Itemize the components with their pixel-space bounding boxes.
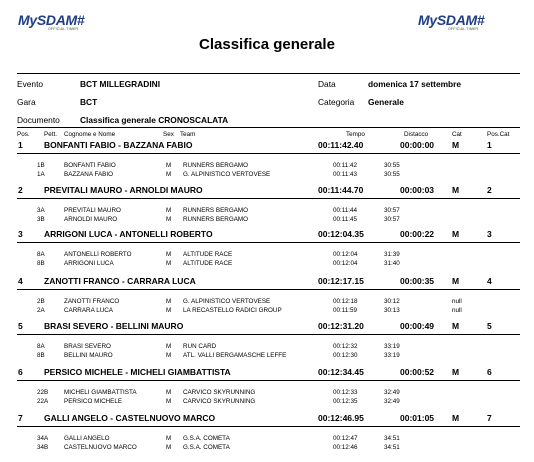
athlete-pett: 8A [37, 343, 45, 350]
athlete-row [0, 171, 534, 180]
header-rule-bottom [17, 127, 520, 128]
athlete-team: G.S.A. COMETA [183, 435, 230, 442]
athlete-team: G.S.A. COMETA [183, 444, 230, 451]
athlete-pett: 8B [37, 352, 45, 359]
data-label: Data [318, 79, 336, 89]
athlete-time: 00:11:44 [333, 207, 358, 214]
team-row-rule [17, 380, 520, 381]
athlete-row [0, 298, 534, 307]
team-poscat: 4 [487, 276, 492, 286]
athlete-name: PERSICO MICHELE [64, 398, 123, 405]
mysdam-logo-left [18, 13, 84, 31]
team-row-rule [17, 426, 520, 427]
athlete-sex: M [166, 216, 172, 223]
team-distacco: 00:00:00 [400, 140, 435, 150]
athlete-row [0, 251, 534, 260]
logo-subtitle: OFFICIAL TIMER [48, 27, 79, 31]
athlete-row [0, 398, 534, 407]
athlete-sex: M [166, 398, 172, 405]
athlete-team: G. ALPINISTICO VERTOVESE [183, 298, 271, 305]
col-poscat: Pos.Cat [487, 131, 510, 138]
team-tempo: 00:12:46.95 [318, 413, 364, 423]
team-poscat: 7 [487, 413, 492, 423]
athlete-time: 00:12:18 [333, 298, 358, 305]
team-poscat: 2 [487, 185, 492, 195]
logo-hash: # [476, 12, 485, 28]
athlete-sex: M [166, 298, 172, 305]
athlete-sex: M [166, 352, 172, 359]
athlete-pett: 34B [37, 444, 49, 451]
athlete-split: 34:51 [384, 444, 400, 451]
athlete-team: RUNNERS BERGAMO [183, 216, 249, 223]
athlete-row [0, 162, 534, 171]
athlete-split: 34:51 [384, 435, 400, 442]
athlete-team: CARVICO SKYRUNNING [183, 398, 256, 405]
athlete-split: 31:40 [384, 260, 400, 267]
col-cat: Cat [452, 131, 462, 138]
mysdam-logo-right [418, 13, 484, 31]
athlete-sex: M [166, 162, 172, 169]
team-result-row [0, 413, 534, 426]
athlete-split: 30:12 [384, 298, 400, 305]
athlete-time: 00:12:32 [333, 343, 358, 350]
athlete-sex: M [166, 171, 172, 178]
athlete-pett: 22A [37, 398, 49, 405]
athlete-time: 00:12:30 [333, 352, 358, 359]
team-pos: 5 [18, 321, 23, 331]
team-cat: M [452, 321, 460, 331]
col-distacco: Distacco [404, 131, 429, 138]
athlete-pett: 1B [37, 162, 45, 169]
athlete-row [0, 444, 534, 453]
evento-label: Evento [17, 79, 44, 89]
athlete-row [0, 207, 534, 216]
logo-text: MySDAM [418, 12, 477, 28]
team-pos: 1 [18, 140, 23, 150]
col-sex: Sex [163, 131, 174, 138]
team-row-rule [17, 242, 520, 243]
col-pett: Pett. [44, 131, 57, 138]
athlete-time: 00:12:35 [333, 398, 358, 405]
athlete-sex: M [166, 207, 172, 214]
team-result-row [0, 185, 534, 198]
athlete-pett: 2A [37, 307, 45, 314]
athlete-split: 33:19 [384, 352, 400, 359]
athlete-team: ATL. VALLI BERGAMASCHE LEFFE [183, 352, 287, 359]
athlete-time: 00:12:33 [333, 389, 358, 396]
athlete-name: ZANOTTI FRANCO [64, 298, 120, 305]
team-cat: M [452, 229, 460, 239]
team-row-rule [17, 334, 520, 335]
athlete-row [0, 352, 534, 361]
athlete-split: 30:57 [384, 216, 400, 223]
team-poscat: 1 [487, 140, 492, 150]
athlete-name: BONFANTI FABIO [64, 162, 116, 169]
logo-hash: # [76, 12, 85, 28]
team-distacco: 00:00:03 [400, 185, 435, 195]
team-cat: M [452, 367, 460, 377]
data-value: domenica 17 settembre [368, 79, 462, 89]
athlete-sex: M [166, 435, 172, 442]
athlete-team: LA RECASTELLO RADICI GROUP [183, 307, 282, 314]
team-row-rule [17, 153, 520, 154]
team-row-rule [17, 289, 520, 290]
col-cognome: Cognome e Nome [64, 131, 116, 138]
athlete-pett: 22B [37, 389, 49, 396]
athlete-time: 00:12:47 [333, 435, 358, 442]
gara-value: BCT [80, 97, 98, 107]
team-result-row [0, 276, 534, 289]
col-pos: Pos. [17, 131, 30, 138]
categoria-label: Categoria [318, 97, 355, 107]
athlete-sex: M [166, 389, 172, 396]
athlete-pett: 1A [37, 171, 45, 178]
team-cat: M [452, 413, 460, 423]
team-tempo: 00:12:34.45 [318, 367, 364, 377]
athlete-name: PREVITALI MAURO [64, 207, 121, 214]
athlete-name: CARRARA LUCA [64, 307, 113, 314]
athlete-sex: M [166, 260, 172, 267]
athlete-split: 32:49 [384, 398, 400, 405]
team-poscat: 3 [487, 229, 492, 239]
athlete-pett: 34A [37, 435, 49, 442]
athlete-sex: M [166, 251, 172, 258]
athlete-pett: 3B [37, 216, 45, 223]
col-tempo: Tempo [346, 131, 365, 138]
athlete-name: ARNOLDI MAURO [64, 216, 118, 223]
team-pos: 4 [18, 276, 23, 286]
team-result-row [0, 321, 534, 334]
athlete-name: GALLI ANGELO [64, 435, 110, 442]
athlete-time: 00:11:43 [333, 171, 358, 178]
athlete-row [0, 343, 534, 352]
athlete-team: RUNNERS BERGAMO [183, 162, 249, 169]
athlete-extra: null [452, 307, 462, 314]
athlete-split: 30:13 [384, 307, 400, 314]
athlete-name: BAZZANA FABIO [64, 171, 113, 178]
team-distacco: 00:00:22 [400, 229, 435, 239]
athlete-split: 31:39 [384, 251, 400, 258]
athlete-time: 00:11:59 [333, 307, 358, 314]
athlete-time: 00:12:04 [333, 260, 358, 267]
team-pos: 7 [18, 413, 23, 423]
athlete-time: 00:11:45 [333, 216, 358, 223]
team-pos: 6 [18, 367, 23, 377]
header-rule-top [17, 73, 520, 74]
documento-value: Classifica generale CRONOSCALATA [80, 115, 229, 125]
athlete-team: CARVICO SKYRUNNING [183, 389, 256, 396]
col-team: Team [180, 131, 196, 138]
team-distacco: 00:00:49 [400, 321, 435, 331]
athlete-name: CASTELNUOVO MARCO [64, 444, 137, 451]
team-name: BRASI SEVERO - BELLINI MAURO [44, 321, 184, 331]
athlete-team: RUNNERS BERGAMO [183, 207, 249, 214]
team-result-row [0, 229, 534, 242]
athlete-name: BELLINI MAURO [64, 352, 113, 359]
team-name: GALLI ANGELO - CASTELNUOVO MARCO [44, 413, 216, 423]
team-name: ARRIGONI LUCA - ANTONELLI ROBERTO [44, 229, 213, 239]
athlete-team: RUN CARD [183, 343, 217, 350]
athlete-name: ARRIGONI LUCA [64, 260, 114, 267]
athlete-pett: 3A [37, 207, 45, 214]
athlete-name: BRASI SEVERO [64, 343, 111, 350]
team-tempo: 00:12:17.15 [318, 276, 364, 286]
team-result-row [0, 367, 534, 380]
athlete-sex: M [166, 343, 172, 350]
team-distacco: 00:00:35 [400, 276, 435, 286]
athlete-time: 00:12:46 [333, 444, 358, 451]
team-tempo: 00:11:44.70 [318, 185, 364, 195]
team-name: PREVITALI MAURO - ARNOLDI MAURO [44, 185, 203, 195]
logo-text: MySDAM [18, 12, 77, 28]
athlete-split: 30:55 [384, 171, 400, 178]
evento-value: BCT MILLEGRADINI [80, 79, 161, 89]
athlete-team: ALTITUDE RACE [183, 251, 233, 258]
athlete-split: 33:19 [384, 343, 400, 350]
team-poscat: 6 [487, 367, 492, 377]
athlete-row [0, 260, 534, 269]
athlete-name: ANTONELLI ROBERTO [64, 251, 132, 258]
athlete-pett: 8B [37, 260, 45, 267]
athlete-extra: null [452, 298, 462, 305]
documento-label: Documento [17, 115, 60, 125]
athlete-sex: M [166, 444, 172, 451]
athlete-pett: 8A [37, 251, 45, 258]
athlete-row [0, 216, 534, 225]
athlete-row [0, 435, 534, 444]
team-cat: M [452, 276, 460, 286]
athlete-name: MICHELI GIAMBATTISTA [64, 389, 137, 396]
athlete-time: 00:11:42 [333, 162, 358, 169]
team-name: ZANOTTI FRANCO - CARRARA LUCA [44, 276, 196, 286]
team-tempo: 00:11:42.40 [318, 140, 364, 150]
team-result-row [0, 140, 534, 153]
athlete-pett: 2B [37, 298, 45, 305]
team-pos: 2 [18, 185, 23, 195]
athlete-row [0, 307, 534, 316]
team-distacco: 00:00:52 [400, 367, 435, 377]
logo-subtitle: OFFICIAL TIMER [448, 27, 479, 31]
team-name: BONFANTI FABIO - BAZZANA FABIO [44, 140, 193, 150]
athlete-row [0, 389, 534, 398]
team-poscat: 5 [487, 321, 492, 331]
team-tempo: 00:12:04.35 [318, 229, 364, 239]
athlete-split: 30:57 [384, 207, 400, 214]
gara-label: Gara [17, 97, 36, 107]
team-cat: M [452, 185, 460, 195]
team-name: PERSICO MICHELE - MICHELI GIAMBATTISTA [44, 367, 231, 377]
athlete-sex: M [166, 307, 172, 314]
team-cat: M [452, 140, 460, 150]
athlete-time: 00:12:04 [333, 251, 358, 258]
page-title: Classifica generale [199, 36, 335, 53]
athlete-team: G. ALPINISTICO VERTOVESE [183, 171, 271, 178]
team-tempo: 00:12:31.20 [318, 321, 364, 331]
athlete-split: 30:55 [384, 162, 400, 169]
athlete-split: 32:49 [384, 389, 400, 396]
team-pos: 3 [18, 229, 23, 239]
team-distacco: 00:01:05 [400, 413, 435, 423]
team-row-rule [17, 198, 520, 199]
athlete-team: ALTITUDE RACE [183, 260, 233, 267]
categoria-value: Generale [368, 97, 404, 107]
